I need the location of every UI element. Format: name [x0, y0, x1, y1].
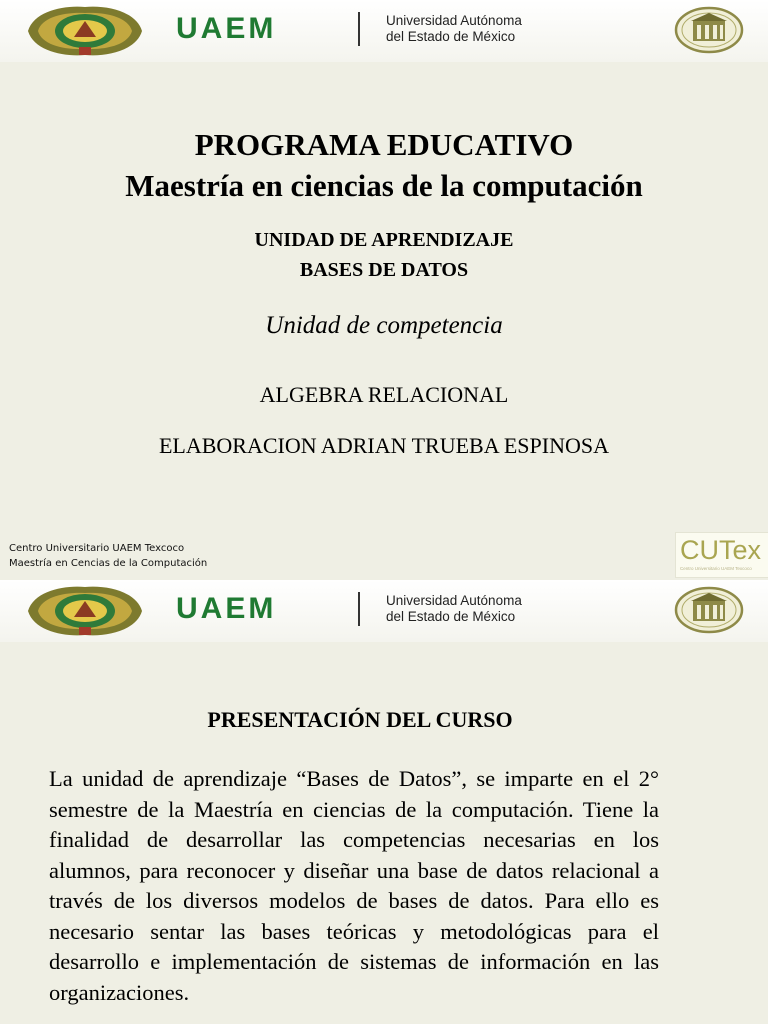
university-name: [386, 13, 522, 45]
footer-line1: Centro Universitario UAEM Texcoco: [9, 543, 185, 554]
footer-text: [9, 541, 207, 571]
header-divider: [358, 592, 360, 626]
course-description: La unidad de aprendizaje “Bases de Datos”, se imparte en el 2° semestre de la Maestría en ciencias de la computación. Tiene la finalidad de desarrollar las competencias necesarias en los alumnos, para reconocer y diseñar una base de datos relacional a través de los diversos modelos de bases de datos. Para ello es necesario sentar las bases teóricas y metodológicas para el desarrollo e implementación de sistemas de información en las organizaciones.: [49, 766, 659, 1005]
header-divider: [358, 12, 360, 46]
competence-label: Unidad de competencia: [265, 312, 503, 339]
header-banner: [0, 580, 768, 642]
brand-wordmark: UAEM: [176, 12, 277, 45]
building-logo-icon: [674, 586, 744, 634]
header-banner: [0, 0, 768, 62]
author-line: ELABORACION ADRIAN TRUEBA ESPINOSA: [158, 433, 610, 458]
unit-label: UNIDAD DE APRENDIZAJE: [254, 229, 514, 251]
university-name-line1: Universidad Autónoma: [386, 13, 522, 28]
degree-title: Maestría en ciencias de la computación: [125, 168, 643, 203]
course-presentation-heading: PRESENTACIÓN DEL CURSO: [207, 707, 513, 732]
unit-name: BASES DE DATOS: [299, 259, 469, 281]
university-name: [386, 593, 522, 625]
program-title: PROGRAMA EDUCATIVO: [194, 127, 574, 162]
cutex-logo-box: [675, 532, 768, 578]
building-logo-icon: [674, 6, 744, 54]
cutex-logo: CUTex: [680, 535, 762, 565]
university-seal-icon: [24, 3, 146, 59]
university-name-line1: Universidad Autónoma: [386, 593, 522, 608]
topic-title: ALGEBRA RELACIONAL: [259, 382, 509, 407]
university-name-line2: del Estado de México: [386, 29, 516, 44]
brand-wordmark: UAEM: [176, 592, 277, 625]
presentation-slide: [0, 580, 768, 1024]
university-name-line2: del Estado de México: [386, 609, 516, 624]
university-seal-icon: [24, 583, 146, 639]
cutex-subtitle: Centro Universitario UAEM Texcoco: [680, 566, 752, 571]
footer-line2: Maestría en Cencias de la Computación: [9, 558, 208, 569]
